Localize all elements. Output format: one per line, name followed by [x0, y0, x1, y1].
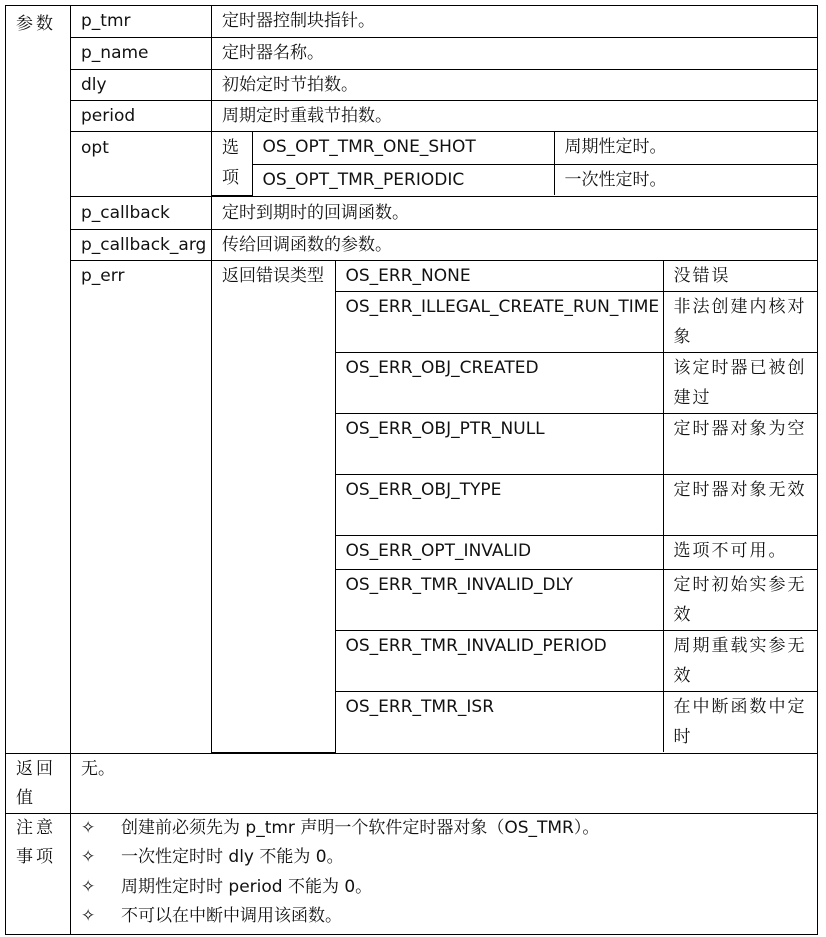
- opt-cell: [212, 132, 818, 197]
- opt-meaning: 周期性定时。: [564, 137, 667, 157]
- diamond-bullet-icon: ✧: [81, 847, 96, 867]
- notes-label: 注意事项: [16, 817, 56, 867]
- return-label-cell: [6, 753, 71, 813]
- diamond-bullet-icon: ✧: [81, 906, 96, 926]
- note-text: 创建前必须先为 p_tmr 声明一个软件定时器对象（OS_TMR）。: [121, 817, 600, 838]
- error-code-cell: [335, 414, 663, 475]
- error-code-cell: [335, 475, 663, 536]
- error-meaning: 定时初始实参无效: [673, 575, 807, 625]
- error-code-cell: [335, 261, 663, 292]
- error-row: [212, 261, 817, 292]
- param-name-cell: [71, 132, 212, 197]
- error-code: OS_ERR_OBJ_TYPE: [345, 480, 502, 500]
- error-meaning: 周期重载实参无效: [673, 636, 807, 686]
- error-meaning-cell: [663, 570, 817, 631]
- error-code: OS_ERR_TMR_ISR: [345, 697, 495, 717]
- error-meaning-cell: [663, 353, 817, 414]
- notes-cell: [71, 813, 818, 934]
- error-meaning: 非法创建内核对象: [673, 297, 807, 347]
- param-desc: 定时到期时的回调函数。: [222, 202, 409, 223]
- param-name-cell: [71, 38, 212, 70]
- error-code-cell: [335, 353, 663, 414]
- return-value: 无。: [81, 758, 115, 779]
- error-code-cell: [335, 570, 663, 631]
- opt-selector-label: 选项: [222, 138, 239, 188]
- note-item: [81, 843, 817, 873]
- param-desc-cell: [212, 70, 818, 101]
- error-meaning-cell: [663, 692, 817, 753]
- error-subtable: [212, 261, 817, 753]
- opt-meaning-cell: [554, 132, 817, 164]
- param-desc-cell: [212, 229, 818, 260]
- param-row-p_callback_arg: [6, 229, 818, 260]
- param-desc: 周期定时重载节拍数。: [222, 106, 392, 126]
- param-name: p_name: [81, 43, 149, 63]
- parameter-table: [5, 5, 818, 935]
- error-code: OS_ERR_OPT_INVALID: [345, 541, 532, 561]
- param-desc-cell: [212, 38, 818, 70]
- error-meaning: 定时器对象为空: [673, 419, 807, 439]
- error-meaning: 定时器对象无效: [673, 480, 807, 500]
- error-code-cell: [335, 631, 663, 692]
- param-name: opt: [81, 138, 109, 158]
- param-desc: 定时器控制块指针。: [222, 11, 375, 31]
- param-name: period: [81, 106, 136, 126]
- diamond-bullet-icon: ✧: [81, 817, 96, 838]
- param-name-cell: [71, 229, 212, 260]
- return-value-cell: [71, 753, 818, 813]
- notes-list: [71, 814, 817, 932]
- param-row-opt: [6, 132, 818, 197]
- error-meaning-cell: [663, 631, 817, 692]
- err-lead-label: 返回错误类型: [222, 265, 324, 286]
- opt-selector-cell: [212, 132, 252, 195]
- opt-row: [212, 132, 817, 164]
- opt-meaning: 一次性定时。: [564, 169, 667, 190]
- param-row-p_tmr: [6, 6, 818, 38]
- error-code: OS_ERR_TMR_INVALID_DLY: [345, 575, 574, 595]
- param-name-cell: [71, 260, 212, 753]
- param-section-label: [6, 6, 71, 754]
- err-cell: [212, 260, 818, 753]
- error-code-cell: [335, 536, 663, 570]
- error-meaning-cell: [663, 475, 817, 536]
- opt-value: OS_OPT_TMR_PERIODIC: [262, 169, 465, 190]
- opt-subtable: [212, 132, 817, 196]
- param-label: 参数: [16, 14, 56, 34]
- error-meaning-cell: [663, 414, 817, 475]
- param-desc-cell: [212, 101, 818, 132]
- error-code-cell: [335, 292, 663, 353]
- note-item: [81, 873, 817, 903]
- error-meaning: 没错误: [673, 265, 731, 286]
- error-meaning: 该定时器已被创建过: [673, 358, 807, 408]
- error-meaning-cell: [663, 261, 817, 292]
- opt-row: [212, 164, 817, 195]
- error-code: OS_ERR_OBJ_PTR_NULL: [345, 419, 545, 439]
- opt-value-cell: [252, 132, 554, 164]
- error-code: OS_ERR_ILLEGAL_CREATE_RUN_TIME: [345, 297, 660, 317]
- error-meaning-cell: [663, 536, 817, 570]
- note-text: 一次性定时时 dly 不能为 0。: [121, 847, 344, 867]
- error-meaning: 选项不可用。: [673, 541, 788, 561]
- param-name-cell: [71, 6, 212, 38]
- note-item: [81, 814, 817, 844]
- param-desc: 传给回调函数的参数。: [222, 234, 392, 255]
- note-text: 周期性定时时 period 不能为 0。: [121, 876, 373, 897]
- param-name: p_callback_arg: [81, 234, 207, 255]
- note-text: 不可以在中断中调用该函数。: [121, 906, 342, 926]
- param-name: p_err: [81, 265, 125, 286]
- param-row-dly: [6, 70, 818, 101]
- param-row-p_callback: [6, 196, 818, 229]
- param-name: p_tmr: [81, 11, 131, 31]
- param-name-cell: [71, 101, 212, 132]
- param-desc-cell: [212, 196, 818, 229]
- param-row-p_name: [6, 38, 818, 70]
- param-desc-cell: [212, 6, 818, 38]
- note-item: [81, 902, 817, 932]
- opt-value: OS_OPT_TMR_ONE_SHOT: [262, 137, 476, 157]
- error-code: OS_ERR_OBJ_CREATED: [345, 358, 539, 378]
- notes-row: [6, 813, 818, 934]
- param-desc: 定时器名称。: [222, 43, 324, 63]
- param-desc: 初始定时节拍数。: [222, 75, 358, 95]
- diamond-bullet-icon: ✧: [81, 876, 96, 897]
- return-row: [6, 753, 818, 813]
- error-code-cell: [335, 692, 663, 753]
- return-label: 返回值: [16, 758, 56, 808]
- error-code: OS_ERR_TMR_INVALID_PERIOD: [345, 636, 607, 656]
- error-meaning: 在中断函数中定时: [673, 697, 807, 747]
- param-name-cell: [71, 196, 212, 229]
- err-lead-cell: [212, 261, 335, 753]
- error-code: OS_ERR_NONE: [345, 265, 471, 286]
- param-name-cell: [71, 70, 212, 101]
- param-name: dly: [81, 75, 107, 95]
- param-row-period: [6, 101, 818, 132]
- param-row-p_err: [6, 260, 818, 753]
- opt-meaning-cell: [554, 164, 817, 195]
- error-meaning-cell: [663, 292, 817, 353]
- param-name: p_callback: [81, 202, 170, 223]
- notes-label-cell: [6, 813, 71, 934]
- opt-value-cell: [252, 164, 554, 195]
